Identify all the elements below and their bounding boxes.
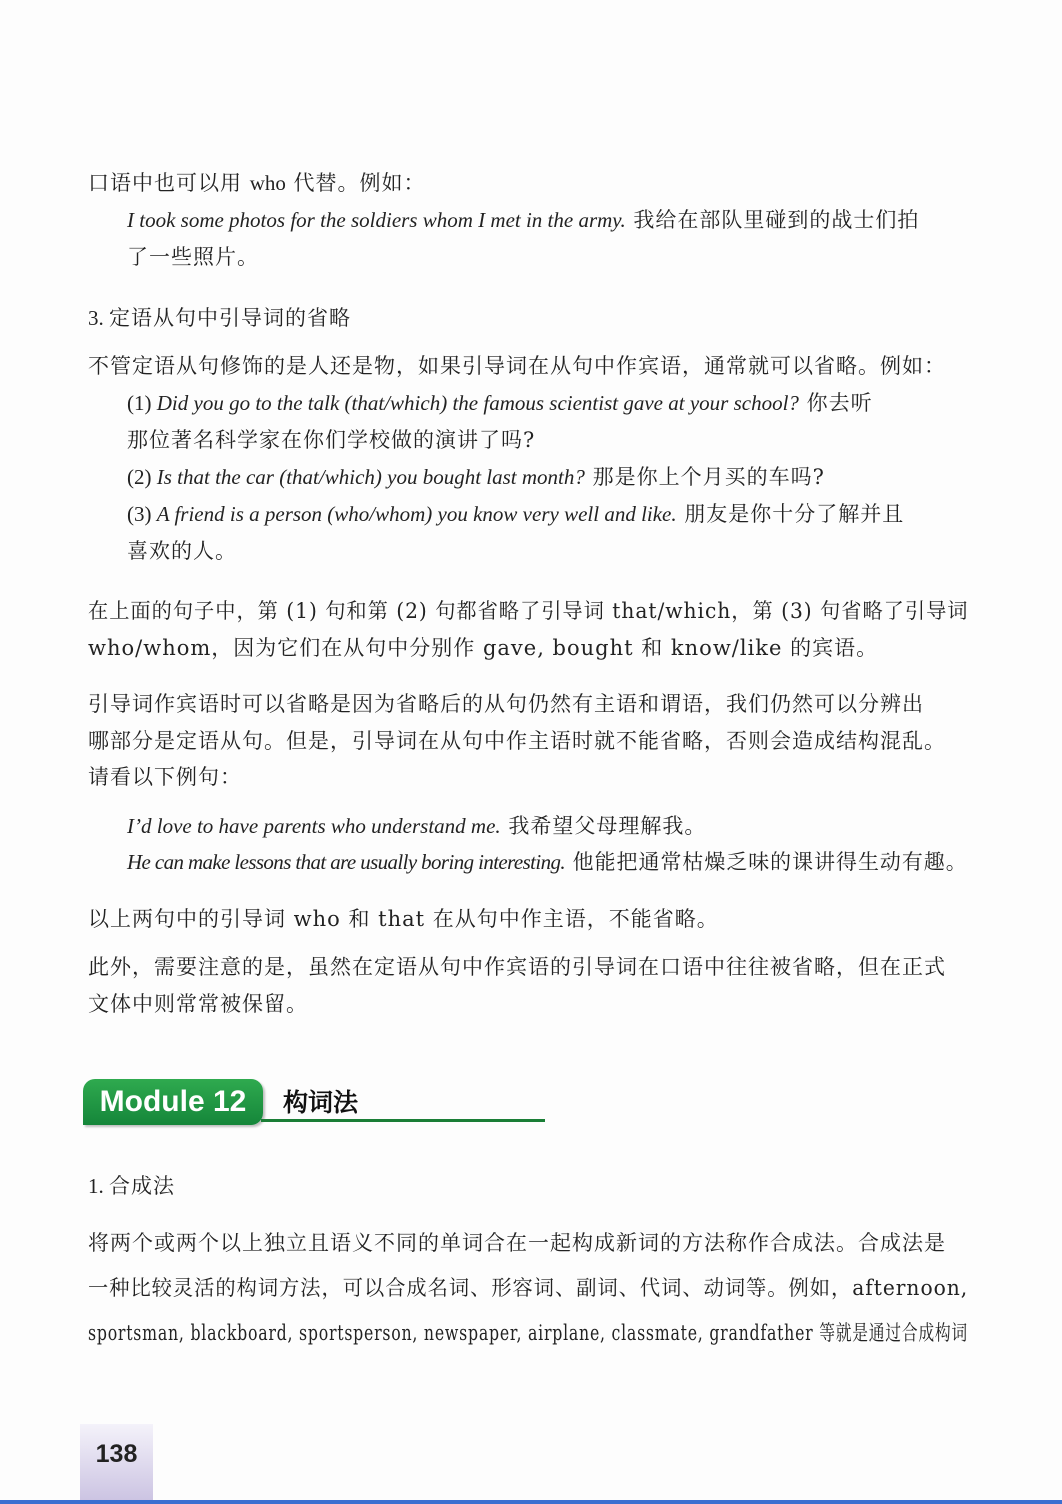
text-line: 文体中则常常被保留。 [88, 992, 308, 1016]
example-translation: 了一些照片。 [127, 245, 259, 269]
section-heading: 3. 定语从句中引导词的省略 [88, 306, 351, 330]
bottom-rule [0, 1500, 1062, 1504]
section-heading: 1. 合成法 [88, 1174, 175, 1198]
module-badge: Module 12 [83, 1079, 263, 1125]
example-translation: 喜欢的人。 [127, 539, 237, 563]
example-sentence: He can make lessons that are usually boring interesting. 他能把通常枯燥乏味的课讲得生动有趣。 [127, 850, 968, 874]
module-title: 构词法 [283, 1088, 359, 1117]
text-line: 不管定语从句修饰的是人还是物，如果引导词在从句中作宾语，通常就可以省略。例如： [88, 354, 946, 378]
module-header [83, 1079, 545, 1125]
page-number: 138 [95, 1440, 138, 1468]
example-sentence: I took some photos for the soldiers whom I met in the army. 我给在部队里碰到的战士们拍 [127, 208, 920, 232]
text-line: who/whom，因为它们在从句中分别作 gave, bought 和 know/like 的宾语。 [88, 636, 879, 660]
text-line: 引导词作宾语时可以省略是因为省略后的从句仍然有主语和谓语，我们仍然可以分辨出 [88, 692, 924, 716]
text-line: 此外，需要注意的是，虽然在定语从句中作宾语的引导词在口语中往往被省略，但在正式 [88, 955, 946, 979]
text-line: 在上面的句子中，第 (1) 句和第 (2) 句都省略了引导词 that/which，第 (3) 句省略了引导词 [88, 599, 969, 623]
module-underline [261, 1119, 545, 1122]
example-sentence: I’d love to have parents who understand me. 我希望父母理解我。 [127, 814, 707, 838]
text-line: 以上两句中的引导词 who 和 that 在从句中作主语，不能省略。 [88, 907, 719, 931]
text-line: 将两个或两个以上独立且语义不同的单词合在一起构成新词的方法称作合成法。合成法是 [88, 1231, 946, 1255]
text-line: 哪部分是定语从句。但是，引导词在从句中作主语时就不能省略，否则会造成结构混乱。 [88, 729, 946, 753]
example-translation: 那位著名科学家在你们学校做的演讲了吗? [127, 428, 536, 452]
text-line: sportsman, blackboard, sportsperson, newspaper, airplane, classmate, grandfather 等就是通过合成构词 [88, 1321, 968, 1345]
example-sentence: (2) Is that the car (that/which) you bought last month? 那是你上个月买的车吗? [127, 465, 825, 489]
text-line: 口语中也可以用 who 代替。例如： [88, 171, 426, 195]
page-number-box [80, 1424, 153, 1502]
example-sentence: (1) Did you go to the talk (that/which) the famous scientist gave at your school? 你去听 [127, 391, 873, 415]
text-line: 请看以下例句： [88, 765, 242, 789]
text-line: 一种比较灵活的构词方法，可以合成名词、形容词、副词、代词、动词等。例如，afternoon, [88, 1276, 969, 1300]
example-sentence: (3) A friend is a person (who/whom) you know very well and like. 朋友是你十分了解并且 [127, 502, 905, 526]
